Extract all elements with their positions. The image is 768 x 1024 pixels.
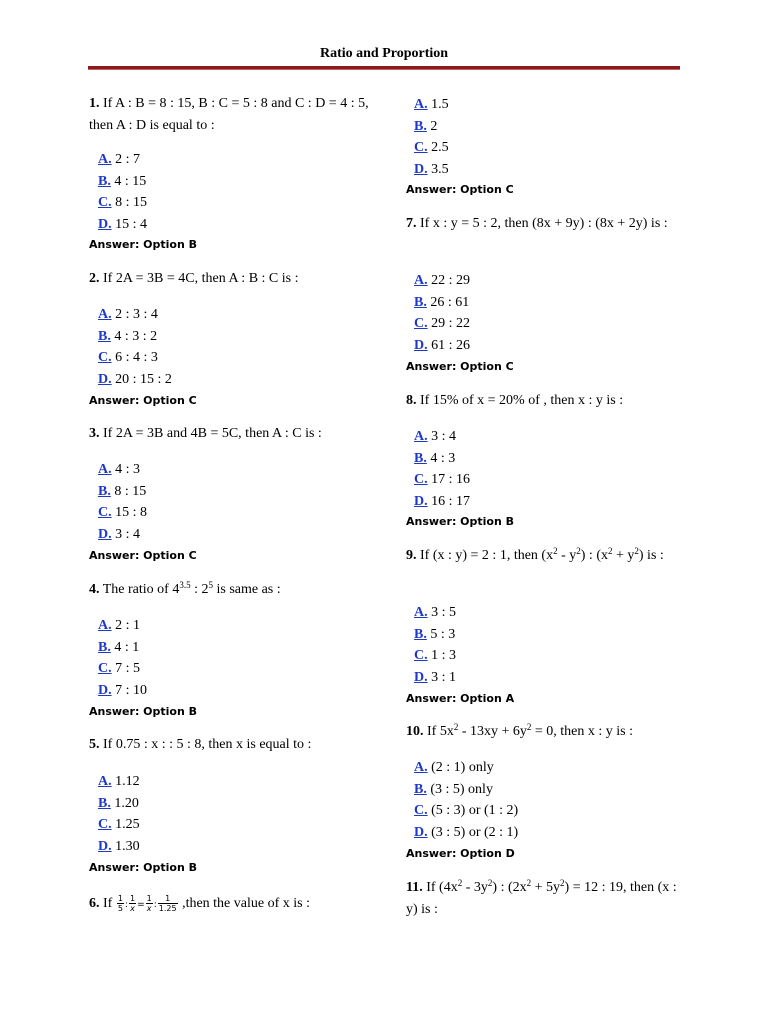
question-text: : 2 — [190, 582, 209, 597]
option-letter[interactable]: D. — [98, 372, 112, 388]
option-b[interactable] — [414, 448, 470, 470]
option-d[interactable] — [98, 836, 140, 858]
option-text: 1.12 — [115, 774, 140, 789]
exponent: 2 — [634, 546, 639, 556]
options-4 — [98, 615, 147, 702]
question-11 — [406, 877, 681, 921]
option-text: 17 : 16 — [431, 472, 471, 488]
option-letter[interactable]: A. — [98, 618, 112, 633]
option-b[interactable] — [98, 171, 147, 193]
question-text: + 5y — [531, 880, 561, 895]
option-text: 3 : 4 — [431, 429, 457, 444]
option-d[interactable] — [414, 667, 456, 689]
exponent: 2 — [526, 722, 532, 732]
page-title: Ratio and Proportion — [319, 46, 449, 61]
answer-1: Answer: Option B — [89, 238, 198, 251]
option-letter[interactable]: A. — [414, 605, 428, 620]
option-c[interactable] — [98, 502, 147, 524]
option-letter[interactable]: B. — [414, 118, 427, 134]
option-letter[interactable]: B. — [98, 328, 111, 344]
option-d[interactable] — [414, 491, 470, 513]
question-number: 10. — [406, 724, 424, 739]
question-text: If 5x — [423, 724, 454, 739]
option-b[interactable] — [98, 481, 147, 503]
question-9 — [406, 545, 681, 567]
question-number: 9. — [406, 548, 417, 563]
option-text: 26 : 61 — [430, 294, 470, 310]
answer-3: Answer: Option C — [89, 549, 197, 562]
option-text: 2 : 1 — [115, 618, 141, 633]
option-a[interactable] — [98, 459, 147, 481]
option-c[interactable] — [414, 469, 470, 491]
exponent: 2 — [453, 722, 459, 732]
option-letter[interactable]: A. — [414, 429, 428, 444]
option-text: 3.5 — [431, 162, 449, 178]
question-5 — [89, 734, 371, 756]
question-text: - y — [557, 548, 577, 563]
fraction-separator: : — [124, 900, 128, 910]
question-number: 6. — [89, 896, 100, 911]
answer-2: Answer: Option C — [89, 394, 197, 407]
options-5 — [98, 771, 140, 858]
option-text: 5 : 3 — [430, 626, 456, 642]
option-text: 1 : 3 — [431, 648, 457, 664]
option-letter[interactable]: D. — [414, 825, 428, 841]
question-text: ) = 12 : 19, then (x : y) is : — [406, 880, 677, 917]
option-text: 8 : 15 — [114, 483, 147, 499]
option-letter[interactable]: B. — [98, 173, 111, 189]
option-text: 2 : 7 — [115, 152, 141, 167]
option-text: 15 : 4 — [115, 217, 148, 233]
question-number: 3. — [89, 426, 100, 441]
option-letter[interactable]: C. — [414, 648, 428, 664]
question-text: If (x : y) = 2 : 1, then (x — [416, 548, 554, 563]
exponent: 5 — [208, 580, 213, 590]
option-letter[interactable]: C. — [98, 195, 112, 211]
question-2 — [89, 268, 371, 290]
exponent: 2 — [487, 878, 493, 888]
option-letter[interactable]: D. — [414, 162, 428, 178]
option-c[interactable] — [414, 137, 449, 159]
option-a[interactable] — [414, 602, 456, 624]
title-rule — [88, 66, 680, 70]
option-letter[interactable]: C. — [98, 505, 112, 521]
option-text: 6 : 4 : 3 — [115, 350, 158, 366]
option-b[interactable] — [98, 637, 147, 659]
option-letter[interactable]: C. — [414, 140, 428, 156]
option-letter[interactable]: C. — [98, 817, 112, 833]
options-2 — [98, 304, 172, 391]
options-1 — [98, 149, 147, 236]
option-letter[interactable]: B. — [98, 795, 111, 811]
option-text: 1.30 — [115, 839, 140, 855]
question-number: 7. — [406, 216, 417, 231]
option-d[interactable] — [98, 680, 147, 702]
option-c[interactable] — [98, 192, 147, 214]
question-text: ) : (2x — [492, 880, 527, 895]
exponent: 3.5 — [179, 580, 191, 590]
option-b[interactable] — [98, 326, 172, 348]
option-text: 3 : 5 — [431, 605, 457, 620]
option-letter[interactable]: C. — [414, 803, 428, 819]
exponent: 2 — [607, 546, 613, 556]
question-number: 1. — [89, 96, 100, 111]
fraction-separator: = — [137, 900, 145, 910]
exponent: 2 — [526, 878, 532, 888]
option-text: 22 : 29 — [431, 273, 471, 288]
option-c[interactable] — [98, 347, 172, 369]
option-text: 2.5 — [431, 140, 449, 156]
option-c[interactable] — [98, 814, 140, 836]
option-text: 7 : 10 — [115, 683, 148, 699]
option-letter[interactable]: C. — [414, 316, 428, 332]
question-text: If 0.75 : x : : 5 : 8, then x is equal to : — [99, 737, 312, 752]
option-letter[interactable]: A. — [414, 273, 428, 288]
question-number: 8. — [406, 393, 417, 408]
question-text: If x : y = 5 : 2, then (8x + 9y) : (8x + 2y) is : — [416, 216, 668, 231]
option-letter[interactable]: D. — [414, 670, 428, 686]
option-b[interactable] — [414, 624, 456, 646]
question-4 — [89, 579, 371, 601]
option-letter[interactable]: D. — [98, 527, 112, 543]
option-text: 4 : 3 — [430, 450, 456, 466]
question-text: + y — [612, 548, 635, 563]
option-letter[interactable]: D. — [98, 683, 112, 699]
exponent: 2 — [576, 546, 581, 556]
option-letter[interactable]: B. — [414, 294, 427, 310]
question-6 — [89, 893, 379, 916]
option-text: 8 : 15 — [115, 195, 148, 211]
option-d[interactable] — [414, 335, 470, 357]
answer-5: Answer: Option B — [89, 861, 198, 874]
option-a[interactable] — [414, 426, 470, 448]
option-d[interactable] — [98, 524, 147, 546]
option-text: 16 : 17 — [431, 494, 471, 510]
fraction: $\frac{1}{x}$ — [146, 894, 152, 914]
option-text: (3 : 5) or (2 : 1) — [431, 825, 519, 841]
question-text: = 0, then x : y is : — [531, 724, 634, 739]
answer-8: Answer: Option B — [406, 515, 515, 528]
question-text: If 2A = 3B and 4B = 5C, then A : C is : — [99, 426, 322, 441]
option-d[interactable] — [98, 369, 172, 391]
question-number: 11. — [406, 880, 423, 895]
option-letter[interactable]: C. — [98, 661, 112, 677]
question-3 — [89, 423, 371, 445]
question-10 — [406, 721, 681, 743]
options-3 — [98, 459, 147, 546]
option-letter[interactable]: A. — [98, 462, 112, 477]
option-text: 1.25 — [115, 817, 140, 833]
option-c[interactable] — [414, 800, 518, 822]
option-b[interactable] — [98, 793, 140, 815]
answer-10: Answer: Option D — [406, 847, 515, 860]
answer-6: Answer: Option C — [406, 183, 514, 196]
option-a[interactable] — [414, 270, 470, 292]
option-text: 4 : 3 — [115, 462, 141, 477]
option-text: 2 : 3 : 4 — [115, 307, 158, 322]
option-b[interactable] — [414, 779, 518, 801]
options-9 — [414, 602, 456, 689]
option-d[interactable] — [414, 159, 449, 181]
option-text: 15 : 8 — [115, 505, 148, 521]
exponent: 2 — [457, 878, 463, 888]
option-text: 4 : 1 — [114, 639, 140, 655]
option-letter[interactable]: A. — [414, 760, 428, 775]
option-letter[interactable]: D. — [98, 217, 112, 233]
fraction-separator: : — [153, 900, 157, 910]
options-6 — [414, 94, 449, 181]
question-8 — [406, 390, 681, 412]
question-text: ,then the value of x is : — [178, 896, 310, 911]
option-letter[interactable]: A. — [98, 307, 112, 322]
question-text: The ratio of 4 — [99, 582, 180, 597]
option-b[interactable] — [414, 116, 449, 138]
option-text: 3 : 1 — [431, 670, 457, 686]
question-7 — [406, 213, 681, 235]
option-b[interactable] — [414, 292, 470, 314]
option-letter[interactable]: B. — [414, 450, 427, 466]
option-letter[interactable]: A. — [98, 152, 112, 167]
option-letter[interactable]: D. — [414, 338, 428, 354]
answer-7: Answer: Option C — [406, 360, 514, 373]
option-text: 1.5 — [431, 97, 449, 112]
option-letter[interactable]: B. — [98, 639, 111, 655]
options-10 — [414, 757, 518, 844]
option-a[interactable] — [98, 615, 147, 637]
options-8 — [414, 426, 470, 513]
option-a[interactable] — [414, 94, 449, 116]
option-text: 7 : 5 — [115, 661, 141, 677]
answer-4: Answer: Option B — [89, 705, 198, 718]
answer-9: Answer: Option A — [406, 692, 515, 705]
option-d[interactable] — [414, 822, 518, 844]
option-letter[interactable]: A. — [414, 97, 428, 112]
option-letter[interactable]: B. — [414, 626, 427, 642]
option-a[interactable] — [414, 757, 518, 779]
option-a[interactable] — [98, 771, 140, 793]
option-text: (2 : 1) only — [431, 760, 494, 775]
question-text: - 3y — [462, 880, 488, 895]
exponent: 2 — [553, 546, 558, 556]
question-text: If 2A = 3B = 4C, then A : B : C is : — [99, 271, 299, 286]
question-text: If — [99, 896, 113, 911]
question-1 — [89, 93, 371, 137]
option-letter[interactable]: B. — [98, 483, 111, 499]
option-text: 3 : 4 — [115, 527, 141, 543]
option-letter[interactable]: D. — [414, 494, 428, 510]
question-text: If A : B = 8 : 15, B : C = 5 : 8 and C : D = 4 : 5, then A : D is equal to : — [89, 96, 369, 133]
option-text: 29 : 22 — [431, 316, 471, 332]
question-text: ) : (x — [580, 548, 608, 563]
option-text: 1.20 — [114, 795, 139, 811]
option-c[interactable] — [414, 645, 456, 667]
options-7 — [414, 270, 470, 357]
question-text: - 13xy + 6y — [458, 724, 527, 739]
fraction: $\frac{1}{x}$ — [129, 894, 136, 914]
option-c[interactable] — [414, 313, 470, 335]
option-letter[interactable]: D. — [98, 839, 112, 855]
question-text: ) is : — [638, 548, 664, 563]
option-a[interactable] — [98, 304, 172, 326]
option-a[interactable] — [98, 149, 147, 171]
option-letter[interactable]: C. — [98, 350, 112, 366]
option-d[interactable] — [98, 214, 147, 236]
option-text: 2 — [430, 118, 438, 134]
fraction: $\frac{1}{5}$ — [117, 894, 123, 914]
question-text: is same as : — [212, 582, 281, 597]
exponent: 2 — [560, 878, 565, 888]
option-text: 4 : 3 : 2 — [114, 328, 158, 344]
question-number: 5. — [89, 737, 100, 752]
question-number: 4. — [89, 582, 100, 597]
option-text: 61 : 26 — [431, 338, 471, 354]
question-text: If 15% of x = 20% of , then x : y is : — [416, 393, 624, 408]
option-text: 4 : 15 — [114, 173, 147, 189]
option-letter[interactable]: C. — [414, 472, 428, 488]
option-text: 20 : 15 : 2 — [115, 372, 172, 388]
fraction: $\frac{1}{1.25}$ — [158, 894, 177, 914]
option-letter[interactable]: B. — [414, 781, 427, 797]
option-c[interactable] — [98, 658, 147, 680]
option-text: (3 : 5) only — [430, 781, 493, 797]
question-number: 2. — [89, 271, 100, 286]
option-text: (5 : 3) or (1 : 2) — [431, 803, 519, 819]
question-text: If (4x — [422, 880, 458, 895]
option-letter[interactable]: A. — [98, 774, 112, 789]
